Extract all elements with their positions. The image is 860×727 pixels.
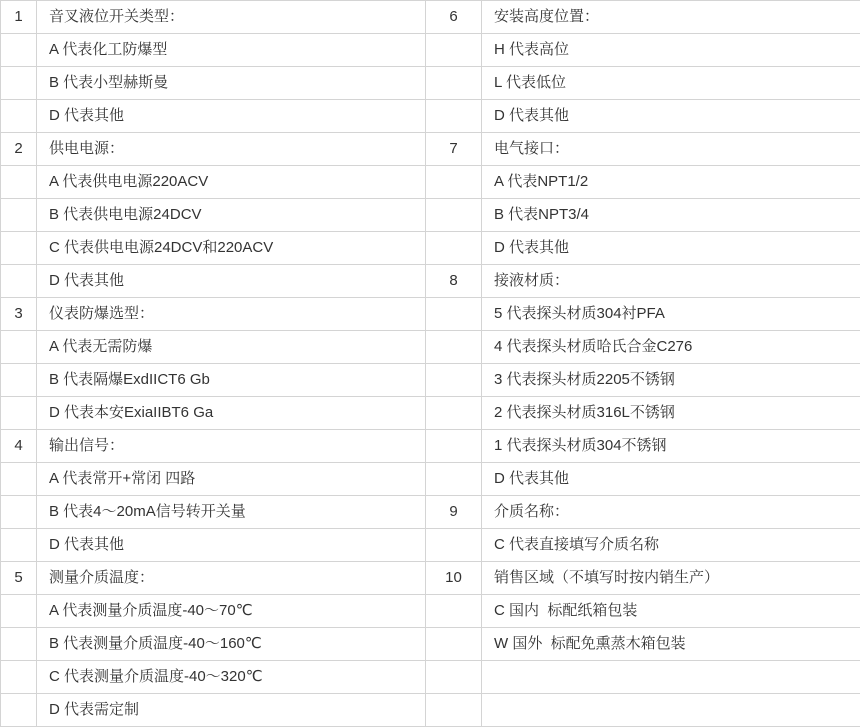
table-row xyxy=(1,661,860,694)
table-row xyxy=(1,265,860,298)
right-text-cell: C 国内 标配纸箱包装 xyxy=(482,595,860,628)
right-text-cell: 5 代表探头材质304衬PFA xyxy=(482,298,860,331)
table-row xyxy=(1,628,860,661)
left-text-cell: 音叉液位开关类型： xyxy=(37,1,426,34)
left-number-cell xyxy=(1,595,37,628)
left-number-cell xyxy=(1,529,37,562)
left-number-cell: 1 xyxy=(1,1,37,34)
left-number-cell: 4 xyxy=(1,430,37,463)
left-text-cell: B 代表供电电源24DCV xyxy=(37,199,426,232)
right-number-cell xyxy=(426,298,482,331)
right-number-cell: 7 xyxy=(426,133,482,166)
right-text-cell: 1 代表探头材质304不锈钢 xyxy=(482,430,860,463)
right-text-cell: D 代表其他 xyxy=(482,100,860,133)
left-number-cell xyxy=(1,331,37,364)
table-row xyxy=(1,232,860,265)
right-text-cell: A 代表NPT1/2 xyxy=(482,166,860,199)
right-text-cell: 2 代表探头材质316L不锈钢 xyxy=(482,397,860,430)
left-text-cell: D 代表本安ExiaIIBT6 Ga xyxy=(37,397,426,430)
right-text-cell: 3 代表探头材质2205不锈钢 xyxy=(482,364,860,397)
table-row xyxy=(1,1,860,34)
table-body xyxy=(1,1,860,727)
right-text-cell: 介质名称： xyxy=(482,496,860,529)
right-number-cell: 9 xyxy=(426,496,482,529)
right-text-cell: 电气接口： xyxy=(482,133,860,166)
left-text-cell: A 代表供电电源220ACV xyxy=(37,166,426,199)
right-number-cell: 10 xyxy=(426,562,482,595)
right-text-cell: D 代表其他 xyxy=(482,463,860,496)
left-number-cell xyxy=(1,67,37,100)
left-text-cell: A 代表常开+常闭 四路 xyxy=(37,463,426,496)
left-number-cell xyxy=(1,199,37,232)
left-number-cell: 3 xyxy=(1,298,37,331)
right-number-cell xyxy=(426,694,482,727)
right-text-cell: D 代表其他 xyxy=(482,232,860,265)
right-text-cell: C 代表直接填写介质名称 xyxy=(482,529,860,562)
table-row xyxy=(1,397,860,430)
right-number-cell xyxy=(426,529,482,562)
right-text-cell: W 国外 标配免熏蒸木箱包装 xyxy=(482,628,860,661)
right-number-cell xyxy=(426,166,482,199)
right-number-cell xyxy=(426,430,482,463)
left-number-cell xyxy=(1,694,37,727)
left-text-cell: D 代表需定制 xyxy=(37,694,426,727)
left-number-cell xyxy=(1,232,37,265)
right-number-cell xyxy=(426,463,482,496)
left-text-cell: B 代表测量介质温度-40～160℃ xyxy=(37,628,426,661)
right-number-cell xyxy=(426,34,482,67)
left-text-cell: A 代表无需防爆 xyxy=(37,331,426,364)
right-number-cell xyxy=(426,232,482,265)
table-row xyxy=(1,364,860,397)
table-row xyxy=(1,562,860,595)
table-row xyxy=(1,595,860,628)
left-number-cell xyxy=(1,34,37,67)
right-text-cell: L 代表低位 xyxy=(482,67,860,100)
table-row xyxy=(1,100,860,133)
left-text-cell: B 代表小型赫斯曼 xyxy=(37,67,426,100)
left-text-cell: B 代表隔爆ExdIICT6 Gb xyxy=(37,364,426,397)
table-row xyxy=(1,463,860,496)
left-number-cell: 2 xyxy=(1,133,37,166)
left-text-cell: C 代表测量介质温度-40～320℃ xyxy=(37,661,426,694)
left-text-cell: 仪表防爆选型： xyxy=(37,298,426,331)
left-text-cell: B 代表4～20mA信号转开关量 xyxy=(37,496,426,529)
left-text-cell: 输出信号： xyxy=(37,430,426,463)
table-row xyxy=(1,67,860,100)
right-text-cell xyxy=(482,694,860,727)
right-number-cell xyxy=(426,331,482,364)
table-row xyxy=(1,199,860,232)
right-text-cell: 安装高度位置： xyxy=(482,1,860,34)
right-text-cell: 4 代表探头材质哈氏合金C276 xyxy=(482,331,860,364)
left-text-cell: 测量介质温度： xyxy=(37,562,426,595)
left-text-cell: A 代表测量介质温度-40～70℃ xyxy=(37,595,426,628)
right-text-cell: 接液材质： xyxy=(482,265,860,298)
left-text-cell: 供电电源： xyxy=(37,133,426,166)
left-number-cell xyxy=(1,661,37,694)
left-number-cell xyxy=(1,166,37,199)
table-row xyxy=(1,496,860,529)
left-number-cell xyxy=(1,100,37,133)
left-text-cell: D 代表其他 xyxy=(37,529,426,562)
left-number-cell xyxy=(1,496,37,529)
table-row xyxy=(1,34,860,67)
right-number-cell xyxy=(426,67,482,100)
right-text-cell xyxy=(482,661,860,694)
right-number-cell xyxy=(426,628,482,661)
left-number-cell xyxy=(1,463,37,496)
right-number-cell xyxy=(426,199,482,232)
right-text-cell: B 代表NPT3/4 xyxy=(482,199,860,232)
right-text-cell: 销售区域（不填写时按内销生产） xyxy=(482,562,860,595)
table-row xyxy=(1,166,860,199)
right-number-cell xyxy=(426,364,482,397)
left-text-cell: C 代表供电电源24DCV和220ACV xyxy=(37,232,426,265)
right-text-cell: H 代表高位 xyxy=(482,34,860,67)
left-text-cell: D 代表其他 xyxy=(37,265,426,298)
left-number-cell xyxy=(1,397,37,430)
table-row xyxy=(1,298,860,331)
right-number-cell: 8 xyxy=(426,265,482,298)
left-number-cell xyxy=(1,628,37,661)
right-number-cell xyxy=(426,100,482,133)
left-number-cell xyxy=(1,265,37,298)
right-number-cell xyxy=(426,595,482,628)
left-number-cell xyxy=(1,364,37,397)
table-row xyxy=(1,331,860,364)
table-row xyxy=(1,133,860,166)
right-number-cell: 6 xyxy=(426,1,482,34)
left-number-cell: 5 xyxy=(1,562,37,595)
left-text-cell: D 代表其他 xyxy=(37,100,426,133)
table-row xyxy=(1,694,860,727)
left-text-cell: A 代表化工防爆型 xyxy=(37,34,426,67)
right-number-cell xyxy=(426,397,482,430)
table-row xyxy=(1,529,860,562)
right-number-cell xyxy=(426,661,482,694)
table-row xyxy=(1,430,860,463)
